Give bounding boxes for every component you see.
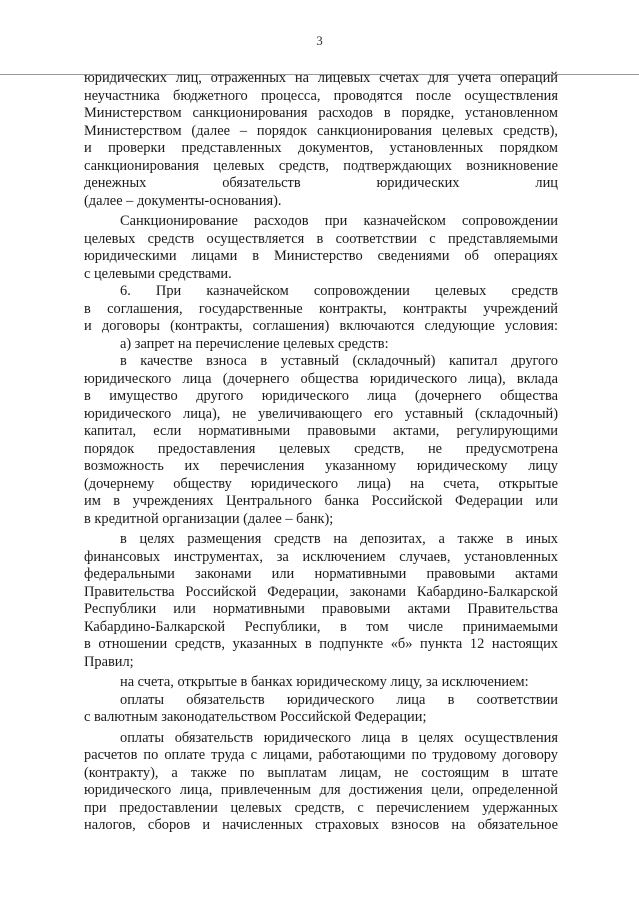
text-line: порядок предоставления целевых средств, не предусмотрена	[84, 440, 558, 457]
text-line: юридических лиц, отраженных на лицевых счетах для учета операций	[84, 70, 558, 86]
text-line: и договоры (контракты, соглашения) включаются следующие условия:	[84, 318, 558, 334]
text-line: Республики или нормативными правовыми актами Правительства	[84, 601, 558, 617]
text-line: в имущество другого юридического лица (дочернего общества	[84, 388, 558, 404]
text-line: Правил;	[84, 653, 134, 670]
text-line: с валютным законодательством Российской Федерации;	[84, 709, 427, 725]
text-line: юридического лица), не увеличивающего его уставный (складочный)	[84, 405, 558, 422]
text-line: юридического лица, привлеченным для достижения цели, определенной	[84, 782, 558, 798]
text-line: расчетов по оплате труда с лицами, работающими по трудовому договору	[84, 747, 558, 763]
text-line: (далее – документы-основания).	[84, 192, 282, 209]
text-line: (контракту), а также по выплатам лицам, не состоящим в штате	[84, 764, 558, 781]
text-line: возможность их перечисления указанному юридическому лицу	[84, 458, 558, 474]
text-line: юридическими лицами в Министерство сведениями об операциях	[84, 248, 558, 264]
text-line: в качестве взноса в уставный (складочный) капитал другого	[120, 353, 558, 369]
text-line: в соглашения, государственные контракты, контракты учреждений	[84, 300, 558, 317]
text-line: 6. При казначейском сопровождении целевых средств	[120, 283, 558, 299]
page-number: 3	[316, 33, 323, 48]
text-line: им в учреждениях Центрального банка Российской Федерации или	[84, 493, 558, 509]
text-line: в кредитной организации (далее – банк);	[84, 510, 334, 527]
text-line: оплаты обязательств юридического лица в целях осуществления	[120, 729, 558, 746]
text-line: оплаты обязательств юридического лица в соответствии	[120, 691, 558, 708]
text-line: Правительства Российской Федерации, законами Кабардино-Балкарской	[84, 583, 558, 600]
text-line: финансовых инструментах, за исключением случаев, установленных	[84, 548, 558, 565]
text-line: в отношении средств, указанных в подпункте «б» пункта 12 настоящих	[84, 636, 558, 652]
text-line: при предоставлении целевых средств, с перечислением удержанных	[84, 799, 558, 816]
text-line: Кабардино-Балкарской Республики, в том числе принимаемыми	[84, 618, 558, 635]
text-line: на счета, открытые в банках юридическому лицу, за исключением:	[120, 674, 529, 690]
text-line: с целевыми средствами.	[84, 265, 232, 282]
text-line: неучастника бюджетного процесса, проводятся после осуществления	[84, 87, 558, 104]
text-line: федеральными законами или нормативными правовыми актами	[84, 566, 558, 582]
text-line: санкционирования целевых средств, подтверждающих возникновение	[84, 157, 558, 174]
text-line: Министерством санкционирования расходов в порядке, установленном	[84, 105, 558, 121]
document-body	[84, 70, 558, 835]
text-line: Министерством (далее – порядок санкционирования целевых средств),	[84, 122, 558, 139]
text-line: целевых средств осуществляется в соответствии с представляемыми	[84, 230, 558, 247]
text-line: капитал, если нормативными правовыми актами, регулирующими	[84, 423, 558, 439]
text-line: юридического лица (дочернего общества юридического лица), вклада	[84, 370, 558, 387]
text-line: а) запрет на перечисление целевых средств:	[120, 335, 389, 352]
text-line: Санкционирование расходов при казначейском сопровождении	[120, 213, 558, 229]
text-line: налогов, сборов и начисленных страховых взносов на обязательное	[84, 817, 558, 833]
text-line: (дочернему обществу юридического лица) на счета, открытые	[84, 475, 558, 492]
text-line: денежных обязательств юридических лиц	[84, 175, 558, 191]
text-line: и проверки представленных документов, установленных порядком	[84, 140, 558, 156]
text-line: в целях размещения средств на депозитах, а также в иных	[120, 531, 558, 547]
